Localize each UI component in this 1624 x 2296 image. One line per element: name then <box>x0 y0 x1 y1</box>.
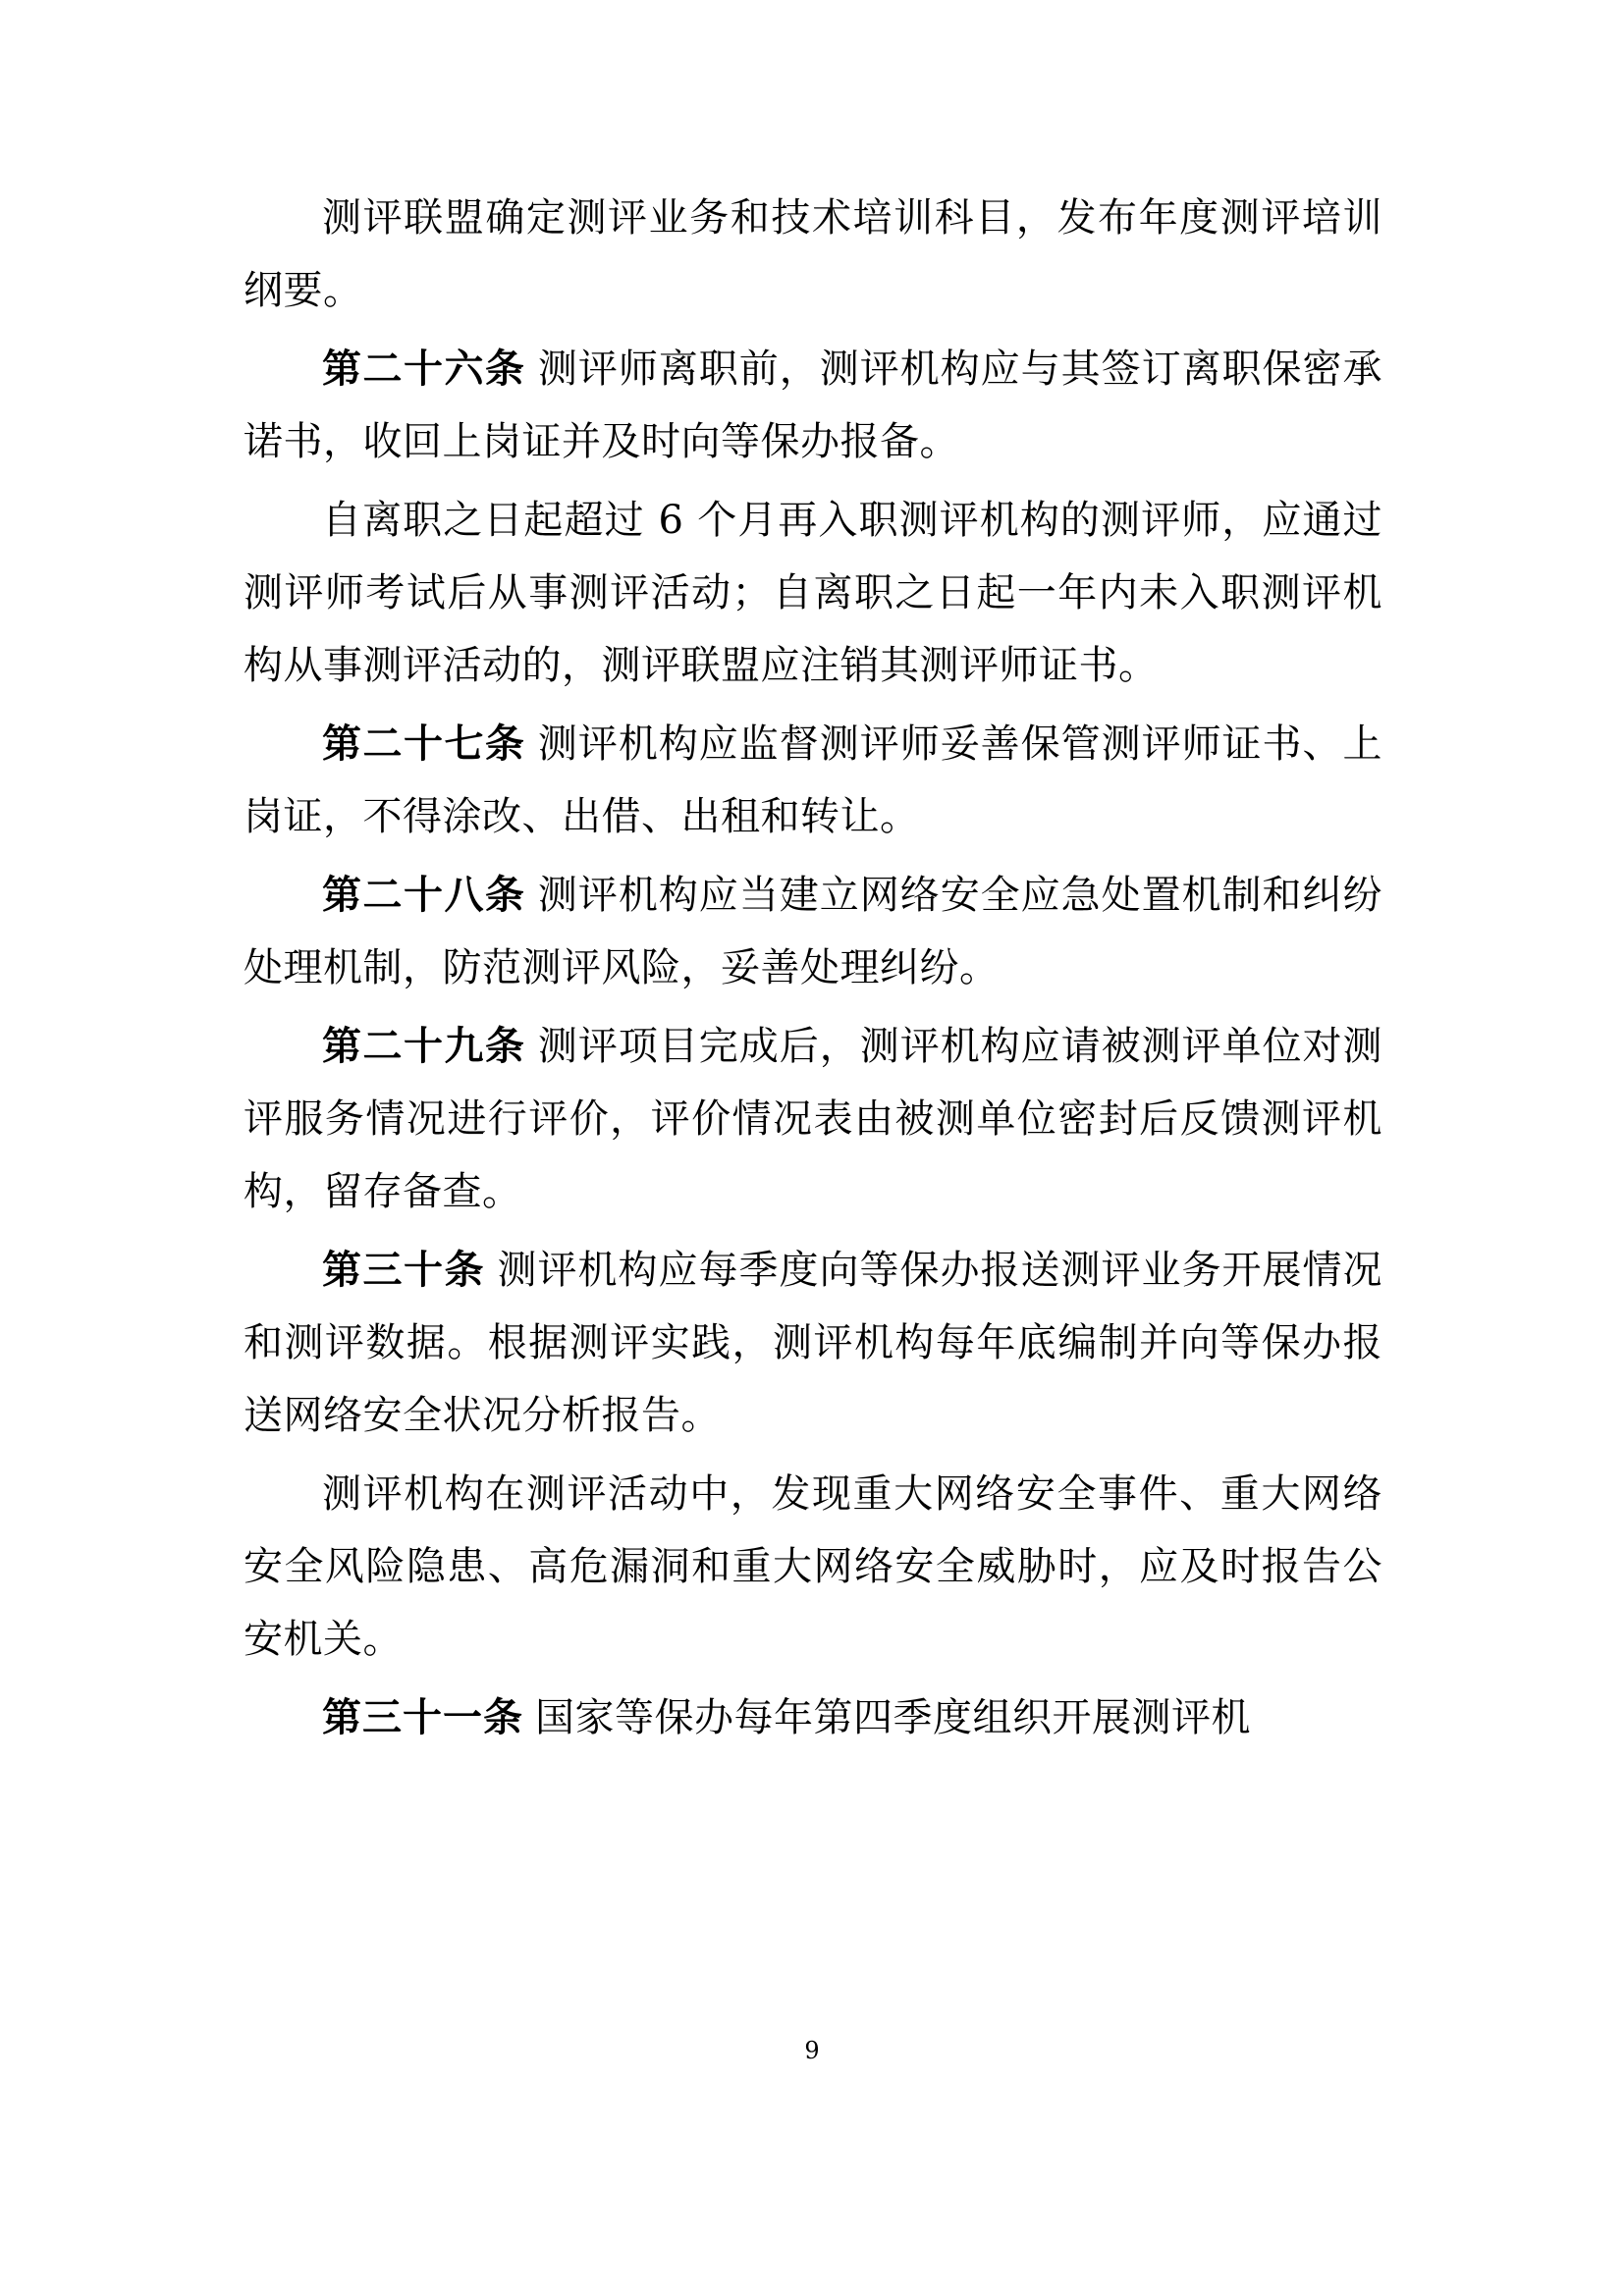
paragraph <box>244 859 1382 1004</box>
paragraph-text: 测评机构应每季度向等保办报送测评业务开展情况和测评数据。根据测评实践，测评机构每年底编制并向等保办报送网络安全状况分析报告。 <box>244 1248 1382 1438</box>
paragraph-text: 自离职之日起超过 6 个月再入职测评机构的测评师，应通过测评师考试后从事测评活动；自离职之日起一年内未入职测评机构从事测评活动的，测评联盟应注销其测评师证书。 <box>244 498 1382 688</box>
article-heading: 第三十条 <box>322 1247 485 1293</box>
article-heading: 第二十七条 <box>322 721 526 767</box>
page-number: 9 <box>804 2037 820 2064</box>
paragraph-text: 国家等保办每年第四季度组织开展测评机 <box>535 1695 1251 1740</box>
paragraph <box>244 182 1382 327</box>
paragraph <box>244 1458 1382 1676</box>
paragraph <box>244 484 1382 702</box>
paragraph <box>244 1682 1382 1754</box>
paragraph-text: 测评机构应当建立网络安全应急处置机制和纠纷处理机制，防范测评风险，妥善处理纠纷。 <box>244 873 1383 990</box>
paragraph <box>244 708 1382 853</box>
paragraph <box>244 1234 1382 1452</box>
paragraph-text: 测评机构在测评活动中，发现重大网络安全事件、重大网络安全风险隐患、高危漏洞和重大网络安全威胁时，应及时报告公安机关。 <box>244 1471 1382 1662</box>
paragraph-text: 测评师离职前，测评机构应与其签订离职保密承诺书，收回上岗证并及时向等保办报备。 <box>244 347 1383 464</box>
paragraph-text: 测评机构应监督测评师妥善保管测评师证书、上岗证，不得涂改、出借、出租和转让。 <box>244 721 1383 839</box>
paragraph-text: 测评联盟确定测评业务和技术培训科目，发布年度测评培训纲要。 <box>244 195 1382 313</box>
page-body <box>244 182 1382 1760</box>
paragraph <box>244 333 1382 478</box>
article-heading: 第二十八条 <box>322 872 526 918</box>
article-heading: 第二十九条 <box>322 1023 526 1069</box>
article-heading: 第二十六条 <box>322 346 526 392</box>
article-heading: 第三十一条 <box>322 1694 523 1740</box>
paragraph <box>244 1010 1382 1228</box>
paragraph-text: 测评项目完成后，测评机构应请被测评单位对测评服务情况进行评价，评价情况表由被测单位密封后反馈测评机构，留存备查。 <box>244 1024 1383 1214</box>
